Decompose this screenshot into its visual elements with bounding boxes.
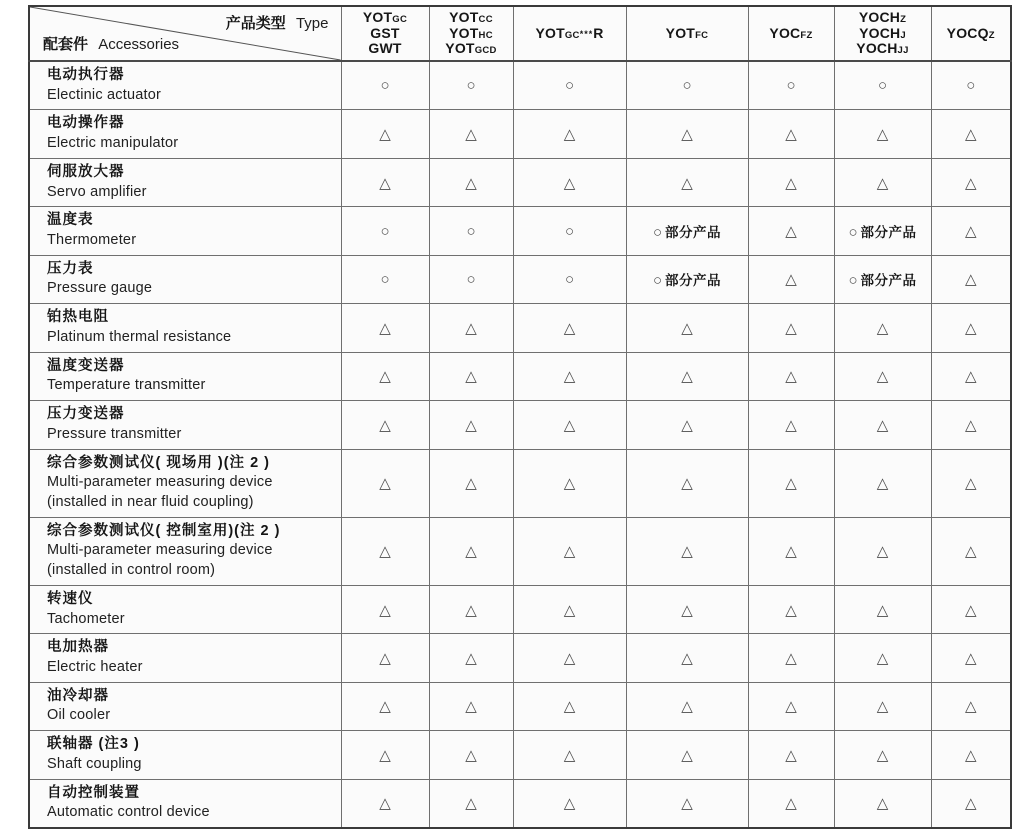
row-label-zh: 温度表 [47,212,94,229]
cell-triangle: △ [513,352,626,400]
row-label-zh: 压力变送器 [47,406,125,423]
row-label-zh: 油冷却器 [47,687,109,704]
corner-header-cell [29,6,341,61]
table-row [29,255,1011,303]
row-label [29,255,341,303]
row-label [29,401,341,449]
cell-triangle: △ [513,401,626,449]
row-label [29,207,341,255]
circle-icon: ○ [652,272,663,290]
cell-triangle: △ [931,517,1011,585]
row-label [29,634,341,682]
row-label-en: Multi-parameter measuring device [47,474,273,491]
row-label [29,585,341,633]
table-row [29,352,1011,400]
cell-triangle: △ [626,304,748,352]
cell-triangle: △ [834,352,931,400]
row-label [29,61,341,110]
column-header-line: YOCHJ [859,24,906,41]
row-label-en: Temperature transmitter [47,377,206,394]
cell-circle: ○ [834,61,931,110]
cell-triangle: △ [626,634,748,682]
product-type-label-zh: 产品类型 [225,15,286,32]
cell-triangle: △ [834,517,931,585]
row-label-zh: 电动执行器 [47,67,125,84]
cell-triangle: △ [513,110,626,158]
row-label [29,682,341,730]
cell-triangle: △ [626,110,748,158]
column-header-line: YOTHC [449,24,493,41]
cell-triangle: △ [429,449,513,517]
cell-circle: ○ [341,61,429,110]
row-label-zh: 自动控制装置 [47,784,140,801]
cell-triangle: △ [834,682,931,730]
row-label-zh: 转速仪 [47,590,94,607]
column-header-line: YOTCC [449,9,493,25]
cell-triangle: △ [931,255,1011,303]
row-label-en: Servo amplifier [47,183,147,200]
cell-triangle: △ [513,304,626,352]
table-row [29,304,1011,352]
cell-circle-partial [626,207,748,255]
cell-triangle: △ [748,352,834,400]
circle-icon: ○ [652,224,663,242]
cell-triangle: △ [341,634,429,682]
cell-triangle: △ [341,731,429,779]
cell-triangle: △ [748,207,834,255]
row-label-en: Electric heater [47,658,143,675]
row-label-en: Automatic control device [47,804,210,821]
cell-triangle: △ [626,517,748,585]
cell-circle: ○ [513,207,626,255]
table-row [29,158,1011,206]
cell-triangle: △ [834,779,931,828]
cell-triangle: △ [931,682,1011,730]
table-row [29,401,1011,449]
cell-triangle: △ [626,779,748,828]
cell-triangle: △ [834,634,931,682]
cell-triangle: △ [834,304,931,352]
cell-circle-partial [834,255,931,303]
cell-triangle: △ [341,517,429,585]
partial-products-text: 部分产品 [665,225,722,241]
cell-triangle: △ [748,110,834,158]
row-label-zh: 伺服放大器 [47,163,125,180]
cell-triangle: △ [931,779,1011,828]
cell-triangle: △ [626,449,748,517]
circle-icon: ○ [848,224,858,242]
cell-triangle: △ [748,682,834,730]
table-row [29,207,1011,255]
product-type-label [226,12,329,33]
row-label-zh: 压力表 [47,260,94,277]
cell-triangle: △ [834,158,931,206]
cell-triangle: △ [834,585,931,633]
column-header-line: YOCQZ [946,24,995,41]
row-label-zh: 电动操作器 [47,115,125,132]
cell-triangle: △ [748,731,834,779]
row-label [29,352,341,400]
column-header-line: YOTGC***R [535,24,604,41]
cell-triangle: △ [931,449,1011,517]
column-header-yoch-z-j-jj [834,6,931,61]
column-header-line: YOTGCD [445,40,497,57]
cell-triangle: △ [748,585,834,633]
cell-triangle: △ [513,634,626,682]
cell-triangle: △ [513,682,626,730]
cell-circle: ○ [341,207,429,255]
row-label [29,304,341,352]
row-label-en: Pressure gauge [47,280,153,297]
cell-triangle: △ [626,682,748,730]
cell-triangle: △ [341,682,429,730]
cell-triangle: △ [341,449,429,517]
cell-triangle: △ [931,585,1011,633]
row-label-zh: 铂热电阻 [47,309,109,326]
row-label-en: Oil cooler [47,707,111,724]
cell-triangle: △ [626,585,748,633]
row-label-zh: 电加热器 [47,639,109,656]
cell-triangle: △ [429,401,513,449]
cell-triangle: △ [748,158,834,206]
cell-triangle: △ [626,401,748,449]
cell-triangle: △ [341,110,429,158]
cell-triangle: △ [341,401,429,449]
table-row [29,634,1011,682]
cell-triangle: △ [748,779,834,828]
cell-triangle: △ [429,682,513,730]
column-header-yoc-fz [748,6,834,61]
cell-circle: ○ [341,255,429,303]
column-header-line: YOTFC [665,24,709,41]
cell-triangle: △ [513,585,626,633]
table-row [29,779,1011,828]
row-label-en: Electinic actuator [47,86,162,103]
column-header-yot-gc-star-r [513,6,626,61]
cell-circle: ○ [429,207,513,255]
accessories-label-en: Accessories [98,36,180,54]
table-row [29,110,1011,158]
cell-triangle: △ [626,158,748,206]
cell-triangle: △ [748,401,834,449]
accessories-label-zh: 配套件 [43,36,89,54]
cell-triangle: △ [834,110,931,158]
row-label [29,449,341,517]
row-label-en: (installed in near fluid coupling) [47,493,254,510]
cell-triangle: △ [429,585,513,633]
cell-triangle: △ [931,352,1011,400]
table-row [29,731,1011,779]
row-label [29,110,341,158]
row-label-en: Electric manipulator [47,135,179,152]
cell-triangle: △ [429,779,513,828]
accessories-label [43,33,179,54]
cell-triangle: △ [429,158,513,206]
column-header-line: GST [370,24,400,41]
cell-triangle: △ [513,449,626,517]
cell-triangle: △ [931,634,1011,682]
cell-triangle: △ [429,634,513,682]
row-label [29,517,341,585]
row-label-en: Thermometer [47,232,137,249]
product-type-label-en: Type [295,15,329,32]
cell-triangle: △ [429,731,513,779]
header-row [29,6,1011,61]
cell-triangle: △ [931,110,1011,158]
cell-triangle: △ [341,779,429,828]
cell-triangle: △ [341,158,429,206]
cell-triangle: △ [748,517,834,585]
cell-circle-partial [626,255,748,303]
cell-triangle: △ [429,517,513,585]
row-label-en: Shaft coupling [47,755,142,772]
cell-triangle: △ [513,158,626,206]
partial-products-text: 部分产品 [665,273,722,289]
cell-triangle: △ [341,304,429,352]
cell-triangle: △ [513,779,626,828]
row-label-zh: 综合参数测试仪( 现场用 )(注 2 ) [47,454,270,471]
cell-triangle: △ [748,634,834,682]
cell-triangle: △ [748,304,834,352]
cell-circle: ○ [513,61,626,110]
cell-circle: ○ [931,61,1011,110]
cell-triangle: △ [834,401,931,449]
cell-triangle: △ [429,304,513,352]
cell-triangle: △ [513,517,626,585]
cell-triangle: △ [341,585,429,633]
cell-triangle: △ [931,401,1011,449]
cell-triangle: △ [834,731,931,779]
accessories-compatibility-table [28,5,1012,829]
partial-products-text: 部分产品 [860,273,917,289]
row-label-zh: 温度变送器 [47,357,125,374]
cell-triangle: △ [931,304,1011,352]
row-label-en: Platinum thermal resistance [47,328,232,345]
column-header-yot-gc-gst-gwt [341,6,429,61]
column-header-yot-cc-hc-gcd [429,6,513,61]
cell-triangle: △ [626,731,748,779]
row-label [29,779,341,828]
column-header-line: GWT [368,40,402,57]
row-label-en: (installed in control room) [47,562,216,579]
row-label-en: Multi-parameter measuring device [47,542,273,559]
cell-triangle: △ [748,255,834,303]
cell-triangle: △ [513,731,626,779]
column-header-line: YOCHJJ [856,40,909,57]
cell-triangle: △ [748,449,834,517]
cell-circle: ○ [626,61,748,110]
cell-triangle: △ [429,110,513,158]
cell-triangle: △ [341,352,429,400]
row-label [29,158,341,206]
table-row [29,585,1011,633]
row-label-en: Pressure transmitter [47,425,182,442]
cell-circle: ○ [513,255,626,303]
cell-triangle: △ [931,158,1011,206]
partial-products-text: 部分产品 [860,225,917,241]
cell-triangle: △ [429,352,513,400]
row-label-zh: 联轴器 (注3 ) [47,736,140,753]
table-row [29,61,1011,110]
column-header-yocq-z [931,6,1011,61]
cell-circle: ○ [429,255,513,303]
table-row [29,517,1011,585]
cell-circle-partial [834,207,931,255]
row-label [29,731,341,779]
cell-triangle: △ [931,207,1011,255]
cell-circle: ○ [429,61,513,110]
circle-icon: ○ [848,272,858,290]
column-header-yot-fc [626,6,748,61]
cell-circle: ○ [748,61,834,110]
column-header-line: YOCHZ [858,9,907,25]
table-row [29,682,1011,730]
cell-triangle: △ [931,731,1011,779]
cell-triangle: △ [834,449,931,517]
row-label-zh: 综合参数测试仪( 控制室用)(注 2 ) [47,522,281,539]
cell-triangle: △ [626,352,748,400]
column-header-line: YOCFZ [769,24,813,41]
table-row [29,449,1011,517]
column-header-line: YOTGC [362,9,408,25]
row-label-en: Tachometer [47,610,125,627]
